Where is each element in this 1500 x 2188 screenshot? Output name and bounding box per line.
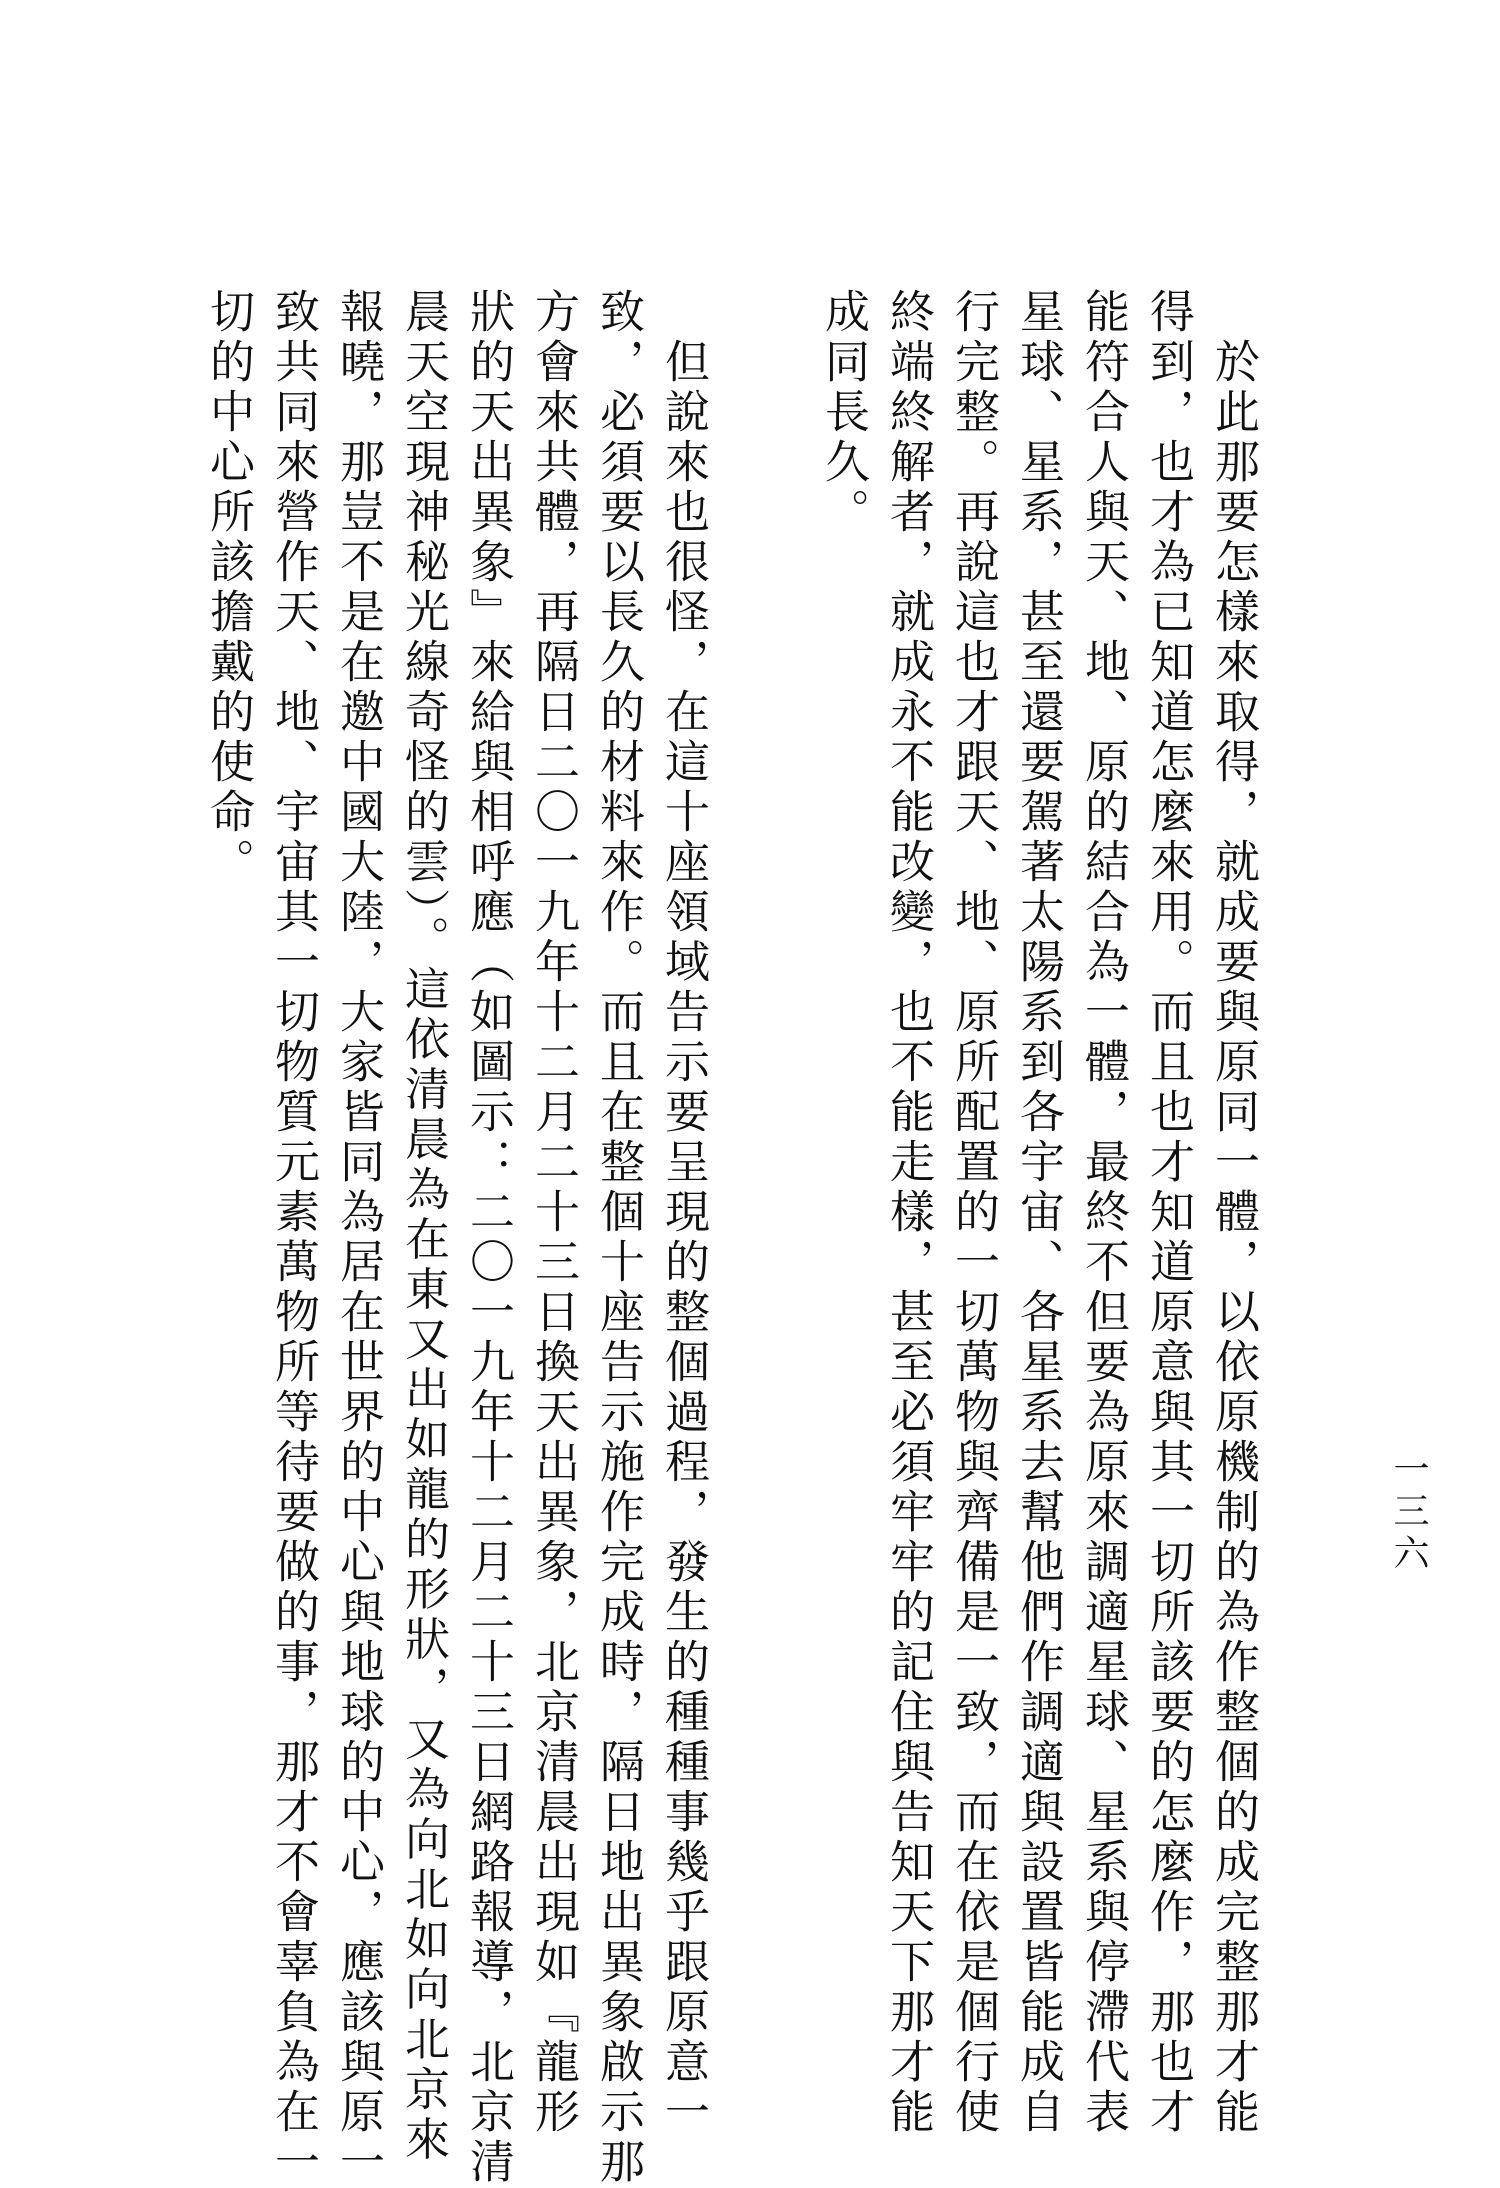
text-column: 致共同來營作天、地、宇宙其一切物質元素萬物所等待要做的事，那才不會辜負為在一: [267, 288, 320, 2188]
text-column: 致，必須要以長久的材料來作。而且在整個十座告示施作完成時，隔日地出異象啟示那: [592, 288, 645, 2188]
text-column: 狀的天出異象』來給與相呼應（如圖示：二〇一九年十二月二十三日網路報導，北京清: [462, 288, 515, 2188]
text-column: 但說來也很怪，在這十座領域告示要呈現的整個過程，發生的種種事幾乎跟原意一: [657, 288, 710, 2138]
text-column: 能符合人與天、地、原的結合為一體，最終不但要為原來調適星球、星系與停滯代表: [1077, 288, 1130, 2138]
page-number: 一三六: [1388, 1450, 1429, 1576]
text-column: 行完整。再說這也才跟天、地、原所配置的一切萬物與齊備是一致，而在依是個行使: [947, 288, 1000, 2138]
text-column: 方會來共體，再隔日二〇一九年十二月二十三日換天出異象，北京清晨出現如『龍形: [527, 288, 580, 2138]
text-column: 晨天空現神秘光線奇怪的雲）。這依清晨為在東又出如龍的形狀，又為向北如向北京來: [397, 288, 450, 2166]
text-column: 切的中心所該擔戴的使命。: [202, 288, 255, 888]
text-column: 於此那要怎樣來取得，就成要與原同一體，以依原機制的為作整個的成完整那才能: [1207, 288, 1260, 2138]
text-column: 報曉，那豈不是在邀中國大陸，大家皆同為居在世界的中心與地球的中心，應該與原一: [332, 288, 385, 2188]
text-column: 終端終解者，就成永不能改變，也不能走樣，甚至必須牢牢的記住與告知天下那才能: [882, 288, 935, 2138]
text-column: 得到，也才為已知道怎麼來用。而且也才知道原意與其一切所該要的怎麼作，那也才: [1142, 288, 1195, 2138]
text-column: 星球、星系，甚至還要駕著太陽系到各宇宙、各星系去幫他們作調適與設置皆能成自: [1012, 288, 1065, 2138]
text-column: 成同長久。: [817, 288, 870, 538]
